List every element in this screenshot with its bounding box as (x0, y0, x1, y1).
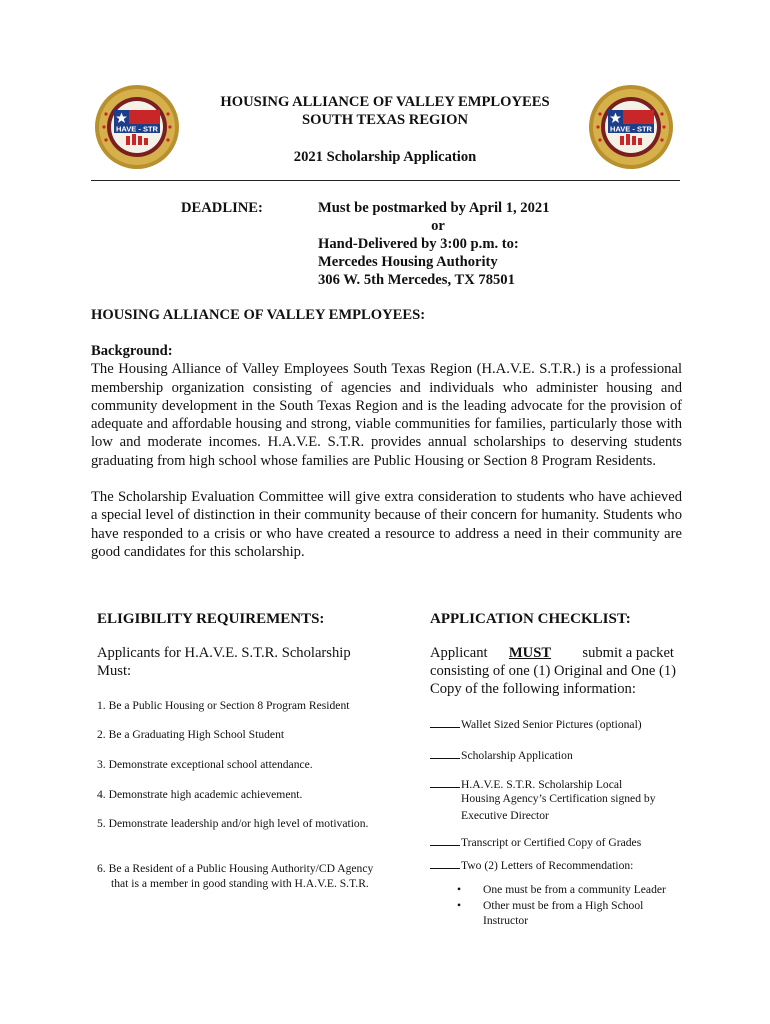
eligibility-item-4: 4. Demonstrate high academic achievement. (97, 788, 303, 801)
deadline-line3: Hand-Delivered by 3:00 p.m. to: (318, 236, 519, 252)
checkbox-blank[interactable] (430, 747, 460, 759)
eligibility-item-5: 5. Demonstrate leadership and/or high level of motivation. (97, 817, 369, 830)
org-title: HOUSING ALLIANCE OF VALLEY EMPLOYEES (220, 94, 550, 110)
deadline-line4: Mercedes Housing Authority (318, 254, 498, 270)
checkbox-blank[interactable] (430, 716, 460, 728)
have-str-logo-left (94, 84, 180, 170)
deadline-or: or (431, 218, 445, 234)
seal-icon (588, 84, 674, 170)
checklist-item-5 (430, 857, 633, 873)
logo-mark-text: HAVE - STR (610, 124, 652, 134)
checklist-intro-3: Copy of the following information: (430, 681, 636, 697)
checklist-heading: APPLICATION CHECKLIST: (430, 611, 631, 627)
checklist-intro-post: submit a packet (582, 645, 674, 661)
form-title: 2021 Scholarship Application (293, 149, 477, 165)
checklist-sub-2-label: Other must be from a High School (483, 899, 644, 912)
eligibility-item-6-line1: 6. Be a Resident of a Public Housing Authority/CD Agency (97, 862, 374, 875)
checklist-sub-1-label: One must be from a community Leader (483, 883, 666, 896)
eligibility-item-6-line2: that is a member in good standing with H.A.V.E. S.T.R. (111, 877, 369, 890)
seal-icon (94, 84, 180, 170)
checklist-item-3 (430, 776, 622, 792)
eligibility-intro-1: Applicants for H.A.V.E. S.T.R. Scholarship (97, 645, 351, 661)
checklist-intro-must: MUST (508, 645, 552, 661)
header-divider (91, 180, 680, 181)
checklist-sub-2 (457, 899, 644, 913)
region-title: SOUTH TEXAS REGION (302, 112, 468, 128)
checklist-item-5-label: Two (2) Letters of Recommendation: (461, 859, 634, 872)
checkbox-blank[interactable] (430, 834, 460, 846)
checklist-item-4-label: Transcript or Certified Copy of Grades (461, 836, 642, 849)
checklist-item-1 (430, 716, 642, 732)
background-heading: Background: (91, 343, 173, 359)
checklist-sub-2-line2: Instructor (483, 914, 529, 927)
checklist-item-3-line2: Housing Agency’s Certification signed by (461, 792, 656, 805)
checklist-item-3-line3: Executive Director (461, 809, 549, 822)
bullet-icon: • (457, 899, 462, 912)
eligibility-item-3: 3. Demonstrate exceptional school attendance. (97, 758, 313, 771)
deadline-line5: 306 W. 5th Mercedes, TX 78501 (318, 272, 515, 288)
section-heading: HOUSING ALLIANCE OF VALLEY EMPLOYEES: (91, 307, 426, 323)
background-section (91, 342, 682, 561)
deadline-label: DEADLINE: (181, 200, 263, 216)
checklist-sub-1 (457, 883, 666, 897)
logo-mark-text: HAVE - STR (116, 124, 158, 134)
checklist-item-4 (430, 834, 641, 850)
background-paragraph-1: The Housing Alliance of Valley Employees South Texas Region (H.A.V.E. S.T.R.) is a professional membership organization consisting of agencies and individuals who administer housing and community development in the South Texas Region and is the leading advocate for the provision of adequate and affordable housing and strong, viable communities for families, particularly those with low and moderate incomes. H.A.V.E. S.T.R. provides annual scholarships to deserving students graduating from high school whose families are Public Housing or Section 8 Program Residents. (91, 361, 682, 469)
checkbox-blank[interactable] (430, 857, 460, 869)
checklist-item-1-label: Wallet Sized Senior Pictures (optional) (461, 718, 642, 731)
background-paragraph-2: The Scholarship Evaluation Committee will give extra consideration to students who have achieved a special level of distinction in their community because of their concern for humanity. Students who have responded to a crisis or who have created a resource to address a need in their community are good candidates for this scholarship. (91, 489, 682, 560)
eligibility-heading: ELIGIBILITY REQUIREMENTS: (97, 611, 325, 627)
eligibility-intro-2: Must: (97, 663, 132, 679)
have-str-logo-right (588, 84, 674, 170)
deadline-line1: Must be postmarked by April 1, 2021 (318, 200, 550, 216)
bullet-icon: • (457, 883, 462, 896)
checklist-item-2 (430, 747, 573, 763)
checklist-intro-pre: Applicant (430, 645, 488, 661)
eligibility-item-1: 1. Be a Public Housing or Section 8 Program Resident (97, 699, 350, 712)
checklist-item-2-label: Scholarship Application (461, 749, 573, 762)
checkbox-blank[interactable] (430, 776, 460, 788)
checklist-intro-2: consisting of one (1) Original and One (1) (430, 663, 677, 679)
checklist-item-3-label: H.A.V.E. S.T.R. Scholarship Local (461, 778, 623, 791)
eligibility-item-2: 2. Be a Graduating High School Student (97, 728, 285, 741)
checklist-intro-1 (430, 645, 674, 662)
